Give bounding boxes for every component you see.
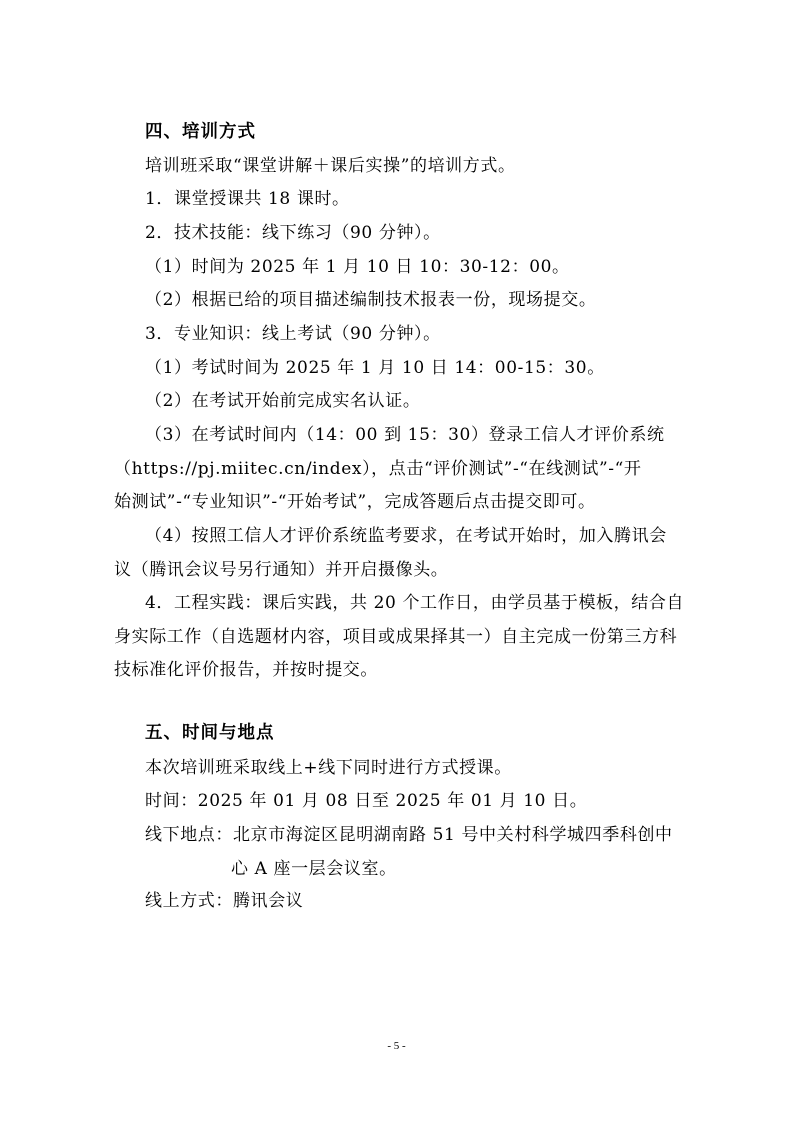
item-1-class-hours: 1．课堂授课共 18 课时。 bbox=[145, 189, 350, 209]
section-5-intro: 本次培训班采取线上+线下同时进行方式授课。 bbox=[145, 758, 512, 778]
section-5-heading: 五、时间与地点 bbox=[145, 723, 275, 743]
item-3-sub-1-exam-time: （1）考试时间为 2025 年 1 月 10 日 14：00-15：30。 bbox=[145, 358, 605, 378]
offline-venue-line-1: 线下地点：北京市海淀区昆明湖南路 51 号中关村科学城四季科创中 bbox=[145, 825, 673, 845]
online-method: 线上方式：腾讯会议 bbox=[145, 891, 304, 911]
item-3-sub-4-line-2: 议（腾讯会议号另行通知）并开启摄像头。 bbox=[114, 560, 449, 580]
item-2-sub-1-time: （1）时间为 2025 年 1 月 10 日 10：30-12：00。 bbox=[145, 257, 570, 277]
item-3-sub-3-line-2: （https://pj.miitec.cn/index），点击“评价测试”-“在线测试”-“开 bbox=[114, 459, 642, 479]
training-time: 时间：2025 年 01 月 08 日至 2025 年 01 月 10 日。 bbox=[145, 791, 588, 811]
item-3-sub-3-line-1: （3）在考试时间内（14：00 到 15：30）登录工信人才评价系统 bbox=[145, 425, 665, 445]
offline-venue-line-2: 心 A 座一层会议室。 bbox=[231, 859, 397, 879]
section-4-heading: 四、培训方式 bbox=[145, 122, 256, 142]
item-3-sub-2-verification: （2）在考试开始前完成实名认证。 bbox=[145, 391, 421, 411]
item-4-line-3: 技标准化评价报告，并按时提交。 bbox=[114, 660, 378, 680]
item-4-line-1: 4．工程实践：课后实践，共 20 个工作日，由学员基于模板，结合自 bbox=[145, 593, 685, 613]
item-4-line-2: 身实际工作（自选题材内容，项目或成果择其一）自主完成一份第三方科 bbox=[114, 627, 678, 647]
page-number: - 5 - bbox=[387, 1040, 406, 1052]
section-4-intro: 培训班采取“课堂讲解＋课后实操”的培训方式。 bbox=[145, 156, 516, 176]
item-2-sub-2-report: （2）根据已给的项目描述编制技术报表一份，现场提交。 bbox=[145, 290, 597, 310]
item-3-sub-4-line-1: （4）按照工信人才评价系统监考要求，在考试开始时，加入腾讯会 bbox=[145, 526, 667, 546]
item-2-technical-skills: 2．技术技能：线下练习（90 分钟）。 bbox=[145, 223, 441, 243]
item-3-sub-3-line-3: 始测试”-“专业知识”-“开始考试”，完成答题后点击提交即可。 bbox=[114, 492, 596, 512]
item-3-professional-knowledge: 3．专业知识：线上考试（90 分钟）。 bbox=[145, 324, 441, 344]
